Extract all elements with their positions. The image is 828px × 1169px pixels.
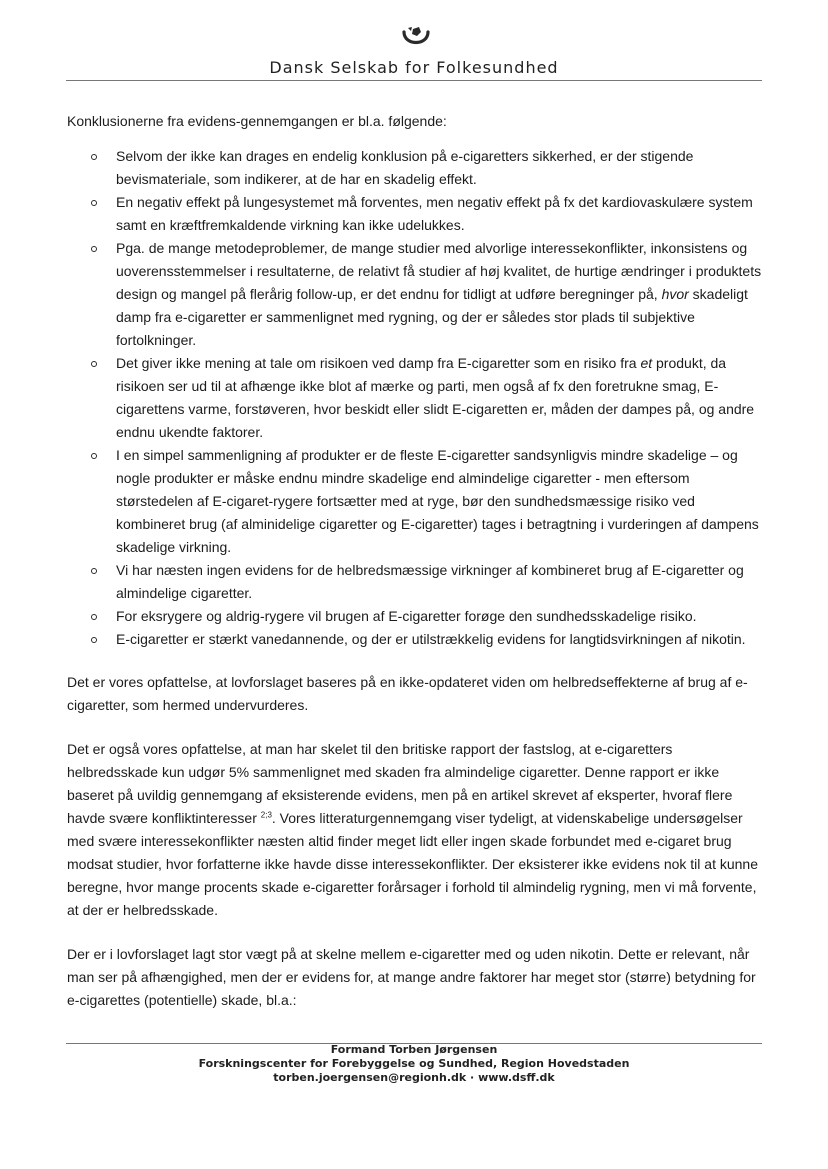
list-item — [67, 191, 767, 237]
emphasis-text: hvor — [661, 286, 689, 302]
footer-contact — [0, 1071, 828, 1085]
list-item-text: Pga. de mange metodeproblemer, de mange studier med alvorlige interessekonflikter, inkonsistens og uoverensstemmelser i resultaterne, de relativt få studier af høj kvalitet, de hurtige ændringer i produktets design og mangel på flerårig follow-up, er det endnu for tidligt at udføre beregninger på, — [116, 240, 762, 302]
emphasis-text: et — [640, 355, 653, 371]
conclusion-list — [67, 145, 767, 651]
header-divider — [66, 80, 762, 81]
list-item — [67, 352, 767, 444]
hollow-bullet-icon — [91, 246, 97, 252]
list-item — [67, 559, 767, 605]
list-item-text: Selvom der ikke kan drages en endelig konklusion på e-cigaretters sikkerhed, er der stigende bevismateriale, som indikerer, at de har en skadelig effekt. — [116, 148, 694, 187]
hollow-bullet-icon — [91, 453, 97, 459]
list-item-text: Det giver ikke mening at tale om risikoen ved damp fra E-cigaretter som en risiko fra — [116, 355, 641, 371]
list-item-text: skadeligt damp fra e-cigaretter er sammenlignet med rygning, og der er således stor plads til subjektive fortolkninger. — [116, 286, 748, 348]
hollow-bullet-icon — [91, 637, 97, 643]
reference-superscript: 2;3 — [260, 810, 272, 820]
list-item — [67, 444, 767, 559]
list-item-text: Vi har næsten ingen evidens for de helbredsmæssige virkninger af kombineret brug af E-cigaretter og almindelige cigaretter. — [116, 562, 744, 601]
organization-name: Dansk Selskab for Folkesundhed — [269, 58, 559, 77]
list-item — [67, 145, 767, 191]
footer-chairman: Formand Torben Jørgensen — [330, 1043, 498, 1056]
list-item-text: I en simpel sammenligning af produkter er de fleste E-cigaretter sandsynligvis mindre skadelige – og nogle produkter er måske endnu mindre skadelige end almindelige cigaretter - men eftersom størstedelen af E-cigaret-rygere fortsætter med at ryge, bør den sundhedsmæssige risiko ved kombineret brug (af alminidelige cigaretter og E-cigaretter) tages i betragtning i vurderingen af dampens skadelige virkning. — [116, 447, 759, 555]
footer — [0, 1043, 828, 1085]
paragraph-text: . Vores litteraturgennemgang viser tydeligt, at videnskabelige undersøgelser med svære interessekonflikter næsten altid finder meget lidt eller ingen skade forbundet med e-cigaret brug modsat studier, hvor forfatterne ikke havde disse interessekonflikter. Der eksisterer ikke evidens nok til at kunne beregne, hvor mange procents skade e-cigaretter forårsager i forhold til almindelig rygning, men vi må forvente, at der er helbredsskade. — [67, 810, 759, 918]
hollow-bullet-icon — [91, 614, 97, 620]
paragraph: Det er vores opfattelse, at lovforslaget baseres på en ikke-opdateret viden om helbredseffekterne af brug af e-cigaretter, som hermed undervurderes. — [67, 674, 748, 713]
footer-institution: Forskningscenter for Forebyggelse og Sundhed, Region Hovedstaden — [198, 1057, 630, 1070]
list-item-text: E-cigaretter er stærkt vanedannende, og der er utilstrækkelig evidens for langtidsvirkningen af nikotin. — [116, 631, 746, 647]
paragraph — [67, 738, 767, 922]
heart-bird-logo-icon — [399, 24, 433, 54]
footer-email[interactable]: torben.joergensen@regionh.dk — [273, 1071, 467, 1084]
hollow-bullet-icon — [91, 200, 97, 206]
hollow-bullet-icon — [91, 154, 97, 160]
list-item-text: produkt, da risikoen ser ud til at afhænge ikke blot af mærke og parti, men også af fx den foretrukne smag, E-cigarettens varme, forstøveren, hvor beskidt eller slidt E-cigaretten er, måden der dampes på, og andre endnu ukendte faktorer. — [116, 355, 755, 440]
list-item-text: For eksrygere og aldrig-rygere vil brugen af E-cigaretter forøge den sundhedsskadelige risiko. — [116, 608, 697, 624]
list-item — [67, 237, 767, 352]
hollow-bullet-icon — [91, 568, 97, 574]
list-item — [67, 628, 767, 651]
intro-sentence: Konklusionerne fra evidens-gennemgangen er bl.a. følgende: — [67, 113, 447, 129]
list-item — [67, 605, 767, 628]
letter-body — [67, 110, 767, 1033]
paragraph: Der er i lovforslaget lagt stor vægt på at skelne mellem e-cigaretter med og uden nikotin. Dette er relevant, når man ser på afhængighed, men der er evidens for, at mange andre faktorer har meget stor (større) betydning for e-cigarettes (potentielle) skade, bl.a.: — [67, 946, 756, 1008]
footer-website[interactable]: www.dsff.dk — [478, 1071, 555, 1084]
hollow-bullet-icon — [91, 361, 97, 367]
footer-separator: · — [470, 1071, 475, 1084]
list-item-text: En negativ effekt på lungesystemet må forventes, men negativ effekt på fx det kardiovaskulære system samt en kræftfremkaldende virkning kan ikke udelukkes. — [116, 194, 753, 233]
paragraph-text: Det er også vores opfattelse, at man har skelet til den britiske rapport der fastslog, at e-cigaretters helbredsskade kun udgør 5% sammenlignet med skaden fra almindelige cigaretter. Denne rapport er ikke baseret på uvildig gennemgang af eksisterende evidens, men på en artikel skrevet af eksperter, hvoraf flere havde svære konfliktinteresser — [67, 741, 733, 826]
